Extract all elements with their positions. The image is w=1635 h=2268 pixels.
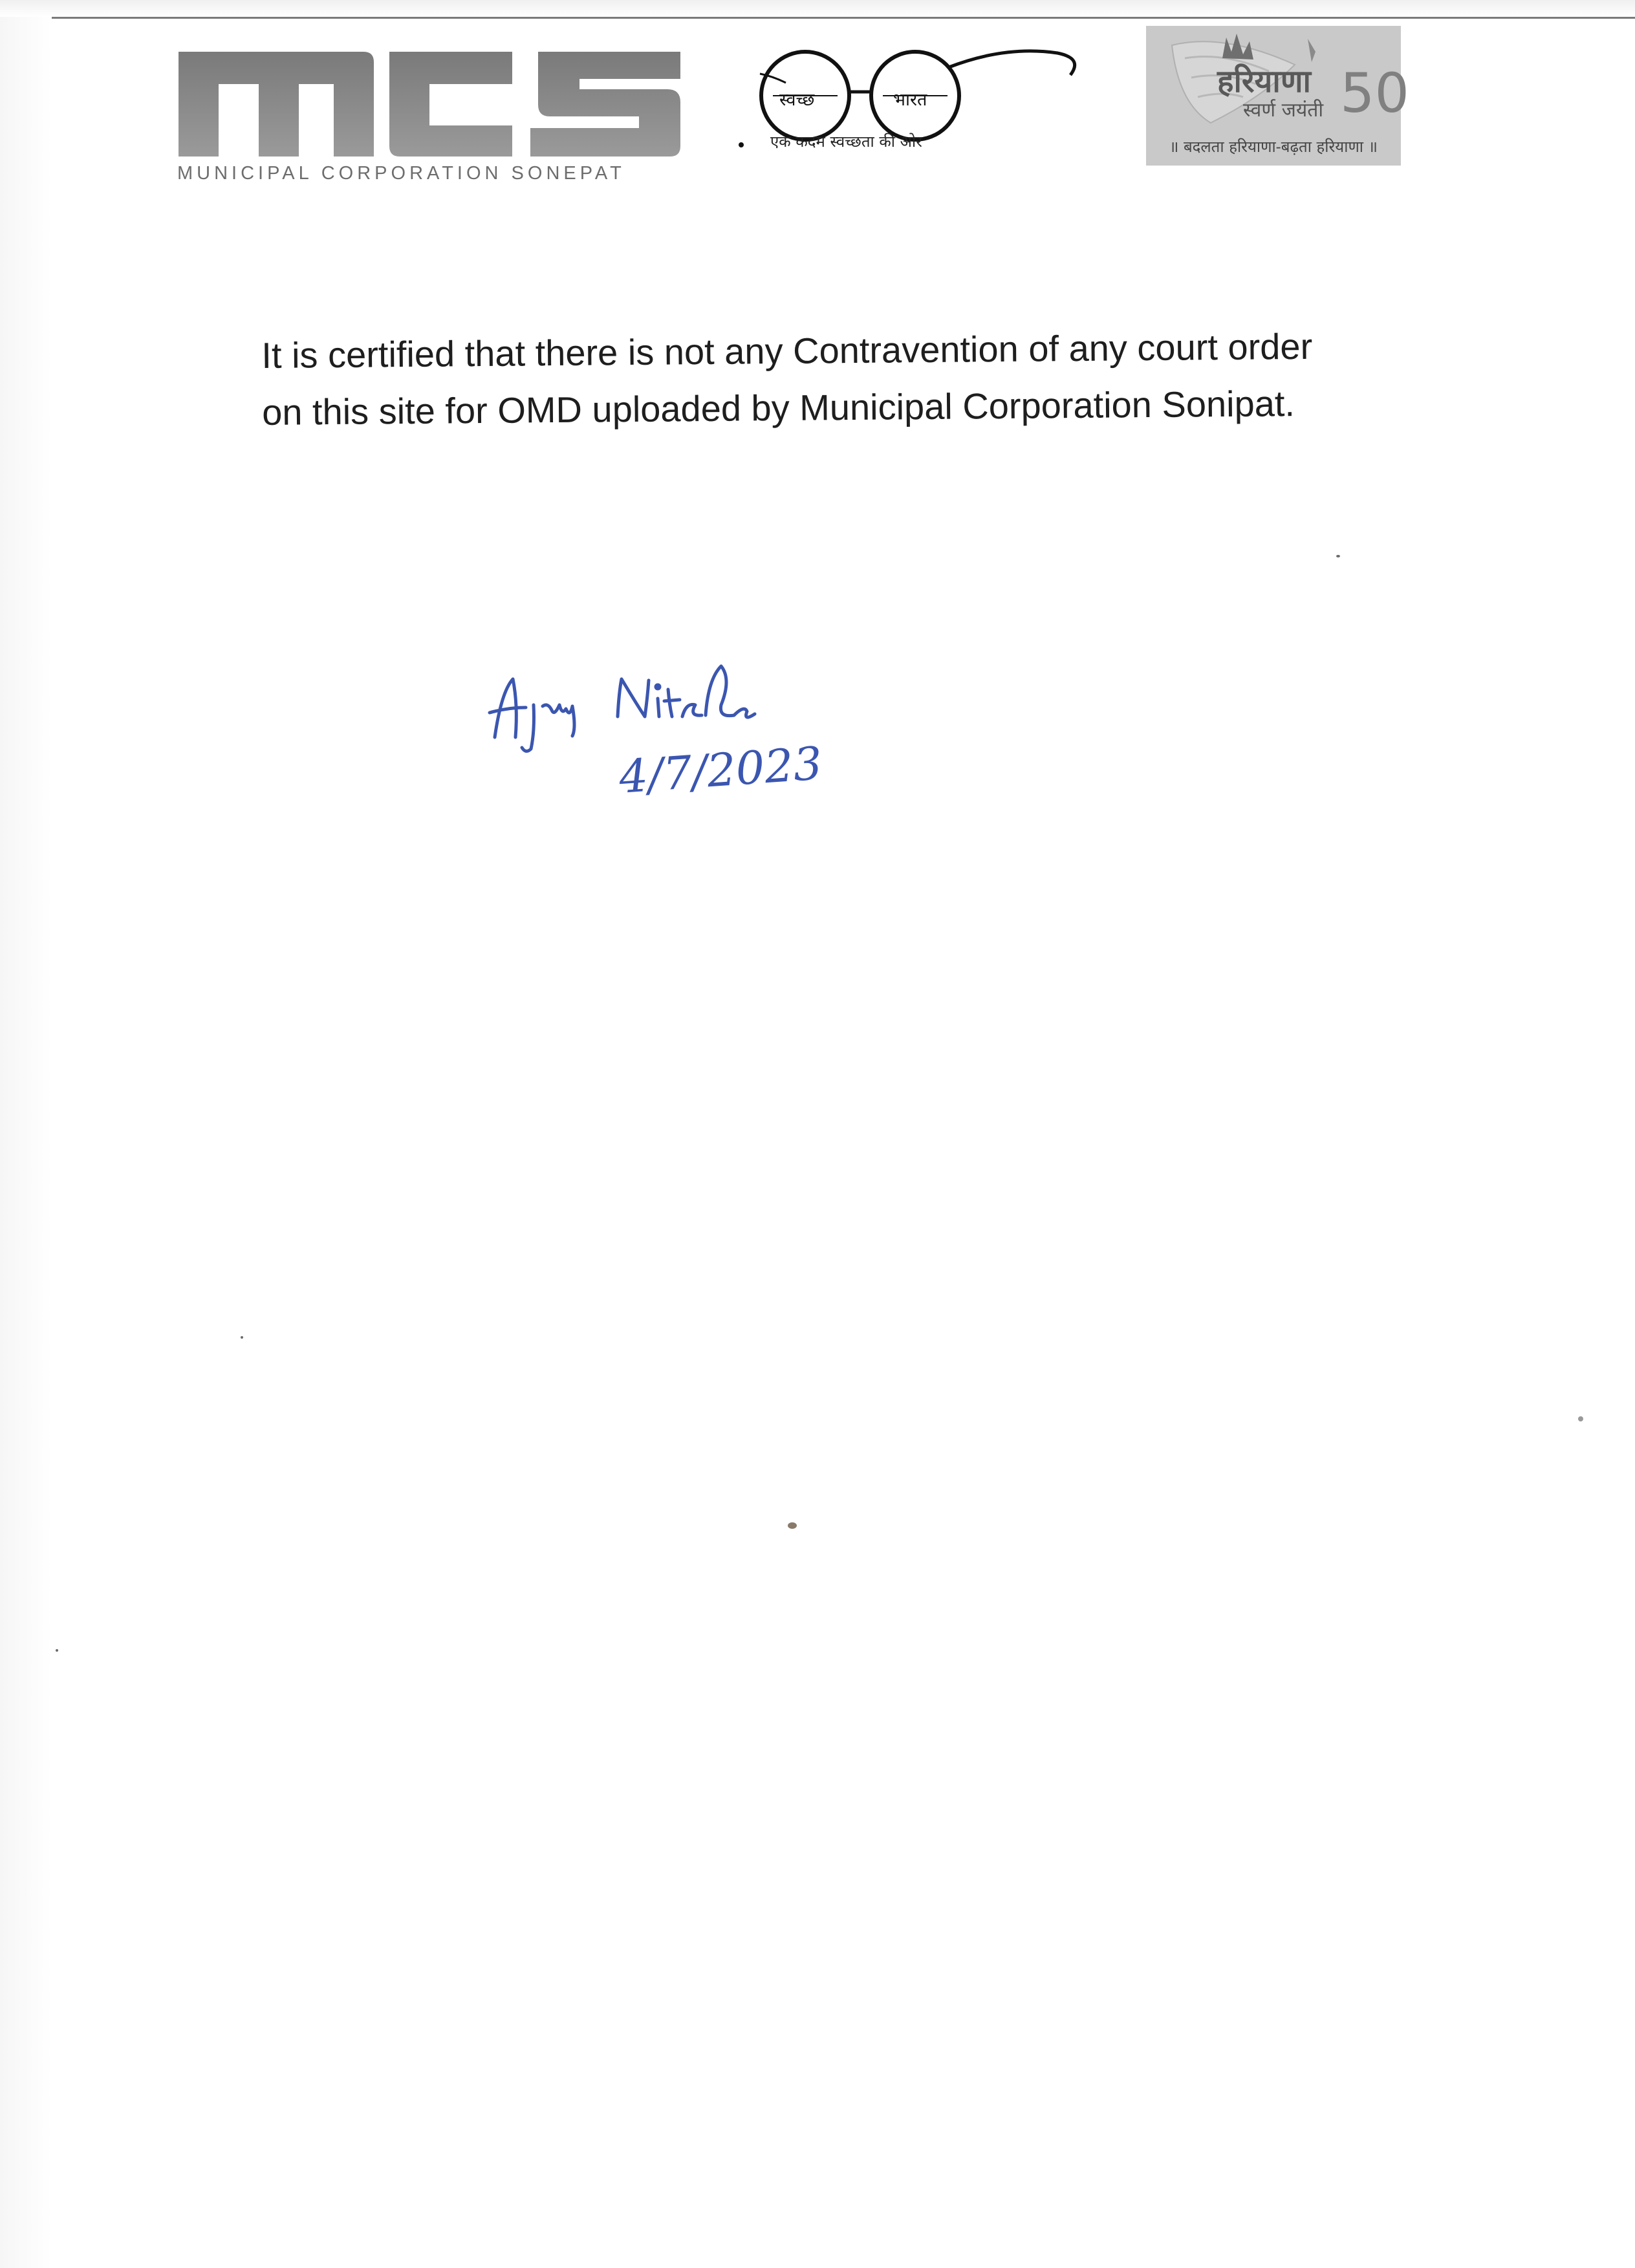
- mcs-logo: [176, 45, 687, 191]
- stray-dot: [739, 142, 744, 147]
- swachh-bharat-logo: [734, 44, 1083, 157]
- scan-speck: [241, 1336, 243, 1339]
- certificate-line-1: It is certified that there is not any Contravention of any court order: [261, 325, 1313, 376]
- fifty-mark: 50: [1340, 61, 1409, 125]
- swachh-text: स्वच्छ: [779, 90, 815, 110]
- haryana-motto: ॥ बदलता हरियाणा-बढ़ता हरियाणा ॥: [1169, 138, 1378, 156]
- scan-edge-left: [0, 17, 52, 2268]
- swachh-tagline: एक कदम स्वच्छता की ओर: [770, 133, 922, 151]
- signature-date: 4/7/2023: [617, 737, 824, 804]
- mcs-wordmark-graphic: [176, 45, 687, 162]
- swarna-jayanti-subtitle: स्वर्ण जयंती: [1243, 99, 1324, 122]
- bharat-text: भारत: [893, 90, 927, 110]
- signature: [475, 640, 824, 834]
- scan-speck: [56, 1649, 58, 1652]
- haryana-title: हरियाणा: [1217, 63, 1311, 100]
- mcs-caption: MUNICIPAL CORPORATION SONEPAT: [177, 163, 625, 184]
- scan-speck: [1578, 1416, 1583, 1421]
- scan-edge-top: [0, 0, 1635, 19]
- scan-speck: [788, 1522, 797, 1529]
- certificate-line-2: on this site for OMD uploaded by Municipal Corporation Sonipat.: [261, 383, 1295, 433]
- haryana-swarna-jayanti-logo: [1146, 26, 1409, 166]
- scan-speck: [1336, 555, 1340, 557]
- certificate-text: [261, 316, 1491, 441]
